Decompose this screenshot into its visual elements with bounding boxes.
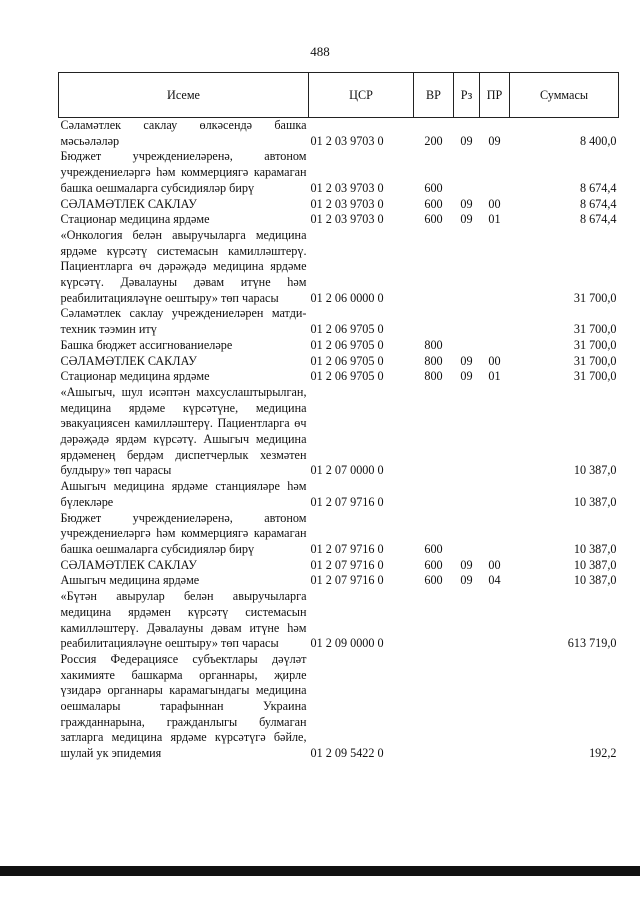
cell-csr: 01 2 07 9716 0 <box>310 494 384 509</box>
header-rz: Рз <box>454 73 480 118</box>
table-row <box>59 573 619 589</box>
cell-vr: 600 <box>424 196 443 211</box>
cell-vr <box>414 228 454 307</box>
cell-sum: 31 700,0 <box>573 290 617 305</box>
cell-sum: 192,2 <box>589 746 617 761</box>
cell-rz <box>454 511 480 558</box>
cell-sum: 31 700,0 <box>573 322 617 337</box>
cell-pr <box>480 511 510 558</box>
cell-pr <box>480 338 510 354</box>
cell-vr: 600 <box>424 557 443 572</box>
table-row <box>59 589 619 652</box>
cell-pr: 09 <box>488 133 501 148</box>
table-row <box>59 197 619 213</box>
table-row <box>59 338 619 354</box>
cell-sum: 31 700,0 <box>573 353 617 368</box>
cell-csr: 01 2 09 5422 0 <box>310 746 384 761</box>
cell-rz: 09 <box>460 212 473 227</box>
cell-vr <box>414 306 454 337</box>
cell-name: Сәламәтлек саклау учреждениеләрен матди-техник тәэмин итү <box>60 306 307 337</box>
cell-pr <box>480 149 510 196</box>
header-vr: ВР <box>414 73 454 118</box>
table-row <box>59 149 619 196</box>
cell-csr: 01 2 07 9716 0 <box>310 541 384 556</box>
cell-csr: 01 2 06 9705 0 <box>310 322 384 337</box>
cell-name: «Ашыгыч, шул исәптән махсуслаштырылган, медицина ярдәме күрсәтүне, медицина эвакуациясен камилләштерү. Пациентларга өч дәрәҗәдә ярдәм күрсәтү. Ашыгыч медицина ярдәменең бердәм диспетчерлык хезмәтен булдыру» төп чарасы <box>60 384 307 478</box>
cell-pr: 01 <box>488 212 501 227</box>
cell-rz: 09 <box>460 369 473 384</box>
cell-name: Ашыгыч медицина ярдәме <box>60 573 200 588</box>
cell-csr: 01 2 03 9703 0 <box>310 196 384 211</box>
cell-pr <box>480 228 510 307</box>
cell-name: СӘЛАМӘТЛЕК САКЛАУ <box>60 353 197 368</box>
cell-name: Стационар медицина ярдәме <box>60 369 210 384</box>
table-row <box>59 652 619 762</box>
cell-name: Сәламәтлек саклау өлкәсендә башка мәсьәләләр <box>60 118 307 148</box>
cell-vr: 200 <box>424 133 443 148</box>
cell-name: СӘЛАМӘТЛЕК САКЛАУ <box>60 196 197 211</box>
cell-csr: 01 2 06 9705 0 <box>310 369 384 384</box>
table-row <box>59 228 619 307</box>
cell-pr <box>480 385 510 479</box>
cell-pr: 00 <box>488 353 501 368</box>
cell-sum: 10 387,0 <box>573 557 617 572</box>
cell-vr: 600 <box>424 180 443 195</box>
cell-name: СӘЛАМӘТЛЕК САКЛАУ <box>60 557 197 572</box>
table-row <box>59 479 619 510</box>
cell-csr: 01 2 03 9703 0 <box>310 180 384 195</box>
cell-pr <box>480 306 510 337</box>
cell-vr: 600 <box>424 212 443 227</box>
header-name: Исеме <box>59 73 309 118</box>
cell-sum: 10 387,0 <box>573 494 617 509</box>
cell-sum: 8 674,4 <box>579 196 617 211</box>
cell-rz <box>454 338 480 354</box>
table-header-row <box>59 73 619 118</box>
scan-edge-bar <box>0 866 640 876</box>
table-row <box>59 558 619 574</box>
cell-pr: 04 <box>488 573 501 588</box>
header-pr: ПР <box>480 73 510 118</box>
cell-sum: 31 700,0 <box>573 369 617 384</box>
cell-pr <box>480 652 510 762</box>
cell-vr <box>414 652 454 762</box>
cell-vr <box>414 589 454 652</box>
cell-pr <box>480 479 510 510</box>
cell-sum: 10 387,0 <box>573 541 617 556</box>
cell-rz <box>454 306 480 337</box>
cell-pr: 01 <box>488 369 501 384</box>
cell-vr <box>414 479 454 510</box>
cell-rz <box>454 149 480 196</box>
table-row <box>59 354 619 370</box>
table-row <box>59 118 619 150</box>
cell-vr: 800 <box>424 337 443 352</box>
cell-rz: 09 <box>460 557 473 572</box>
cell-pr <box>480 589 510 652</box>
cell-name: Россия Федерациясе субъектлары дәүләт хакимияте башкарма органнары, җирле үзидарә органнары карамагындагы медицина оешмалары тарафыннан Украина гражданнарына, гражданлыгы булмаган затларга медицина ярдәме күрсәтүгә бәйле, шулай ук эпидемия <box>60 651 307 761</box>
cell-csr: 01 2 03 9703 0 <box>310 212 384 227</box>
cell-sum: 31 700,0 <box>573 337 617 352</box>
cell-rz: 09 <box>460 353 473 368</box>
table-row <box>59 369 619 385</box>
cell-sum: 10 387,0 <box>573 573 617 588</box>
page-number: 488 <box>310 44 330 59</box>
cell-vr: 800 <box>424 369 443 384</box>
cell-vr: 800 <box>424 353 443 368</box>
cell-csr: 01 2 07 0000 0 <box>310 463 384 478</box>
cell-csr: 01 2 03 9703 0 <box>310 133 384 148</box>
cell-rz: 09 <box>460 196 473 211</box>
cell-rz <box>454 385 480 479</box>
cell-vr: 600 <box>424 573 443 588</box>
cell-sum: 10 387,0 <box>573 463 617 478</box>
cell-rz: 09 <box>460 573 473 588</box>
cell-vr <box>414 385 454 479</box>
cell-rz <box>454 652 480 762</box>
header-csr: ЦСР <box>309 73 414 118</box>
cell-sum: 8 674,4 <box>579 212 617 227</box>
cell-name: Башка бюджет ассигнованиеләре <box>60 337 233 352</box>
cell-name: Ашыгыч медицина ярдәме станцияләре һәм бүлекләре <box>60 479 307 509</box>
cell-sum: 8 400,0 <box>579 133 617 148</box>
cell-sum: 8 674,4 <box>579 180 617 195</box>
cell-csr: 01 2 09 0000 0 <box>310 636 384 651</box>
table-row <box>59 306 619 337</box>
table-row <box>59 212 619 228</box>
cell-rz <box>454 228 480 307</box>
cell-csr: 01 2 06 9705 0 <box>310 353 384 368</box>
cell-rz <box>454 589 480 652</box>
cell-sum: 613 719,0 <box>567 636 617 651</box>
cell-rz: 09 <box>460 133 473 148</box>
cell-name: Бюджет учреждениеләренә, автоном учреждениеләргә һәм коммерциягә карамаган башка оешмаларга субсидияләр бирү <box>60 510 307 556</box>
cell-name: «Онкология белән авыручыларга медицина ярдәме күрсәтү системасын камилләштерү. Пациентларга өч дәрәҗәдә медицина ярдәме күрсәтү. Дәвалауны дәвам итүне һәм реабилитацияләүне оештыру» төп чарасы <box>60 227 307 305</box>
cell-name: Бюджет учреждениеләренә, автоном учреждениеләргә һәм коммерциягә карамаган башка оешмаларга субсидияләр бирү <box>60 149 307 195</box>
cell-csr: 01 2 06 9705 0 <box>310 337 384 352</box>
cell-name: «Бүтән авырулар белән авыручыларга медицина ярдәмен күрсәтү системасын камилләштерү. Дәвалауны дәвам итүне һәм реабилитацияләүне оештыру» төп чарасы <box>60 589 307 651</box>
table-row <box>59 511 619 558</box>
cell-name: Стационар медицина ярдәме <box>60 212 210 227</box>
budget-table <box>58 72 619 762</box>
cell-pr: 00 <box>488 557 501 572</box>
cell-csr: 01 2 07 9716 0 <box>310 557 384 572</box>
cell-pr: 00 <box>488 196 501 211</box>
cell-csr: 01 2 06 0000 0 <box>310 290 384 305</box>
cell-rz <box>454 479 480 510</box>
cell-vr: 600 <box>424 541 443 556</box>
cell-csr: 01 2 07 9716 0 <box>310 573 384 588</box>
table-row <box>59 385 619 479</box>
table-body <box>59 118 619 762</box>
header-sum: Суммасы <box>510 73 619 118</box>
